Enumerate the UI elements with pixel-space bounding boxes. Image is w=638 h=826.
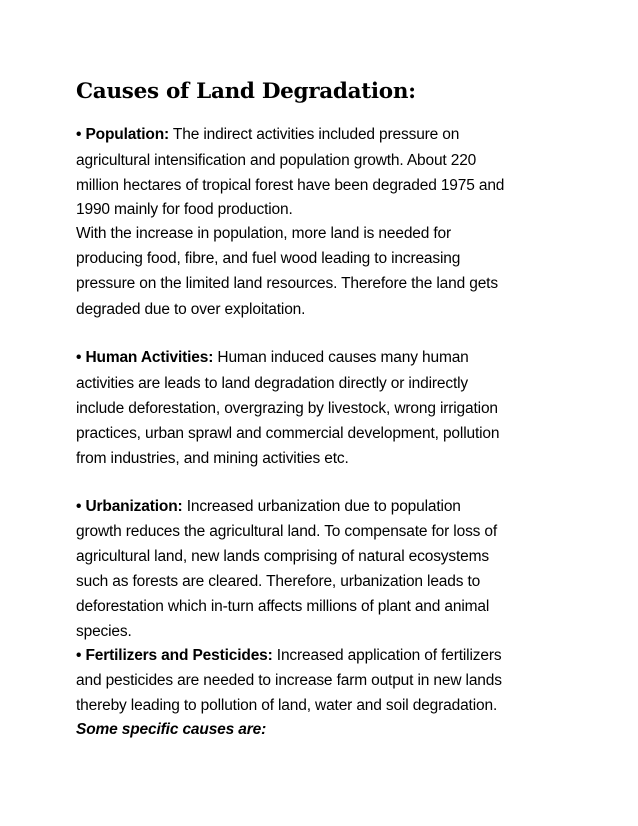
fertilizers-text-line: thereby leading to pollution of land, water and soil degradation.: [76, 697, 498, 714]
closing-subheading: Some specific causes are:: [76, 721, 267, 738]
fertilizers-text-line: and pesticides are needed to increase farm output in new lands: [76, 672, 502, 689]
fertilizers-text: Increased application of fertilizers: [272, 647, 502, 664]
population-text-line: degraded due to over exploitation.: [76, 301, 306, 318]
human-activities-text-line: activities are leads to land degradation directly or indirectly: [76, 375, 469, 392]
urbanization-heading: Urbanization:: [85, 498, 183, 515]
urbanization-text-line: agricultural land, new lands comprising of natural ecosystems: [76, 548, 489, 565]
human-activities-text: Human induced causes many human: [213, 349, 469, 366]
urbanization-first-line: [76, 494, 461, 519]
bullet: •: [76, 647, 82, 664]
bullet: •: [76, 126, 82, 143]
population-heading: Population:: [85, 126, 170, 143]
urbanization-text-line: species.: [76, 623, 132, 640]
urbanization-text-line: deforestation which in-turn affects millions of plant and animal: [76, 598, 490, 615]
population-text-line: 1990 mainly for food production.: [76, 201, 293, 218]
human-activities-text-line: practices, urban sprawl and commercial development, pollution: [76, 425, 500, 442]
fertilizers-first-line: [76, 643, 501, 668]
human-activities-text-line: include deforestation, overgrazing by livestock, wrong irrigation: [76, 400, 498, 417]
fertilizers-heading: Fertilizers and Pesticides:: [85, 647, 273, 664]
bullet: •: [76, 349, 82, 366]
bullet: •: [76, 498, 82, 515]
urbanization-text-line: such as forests are cleared. Therefore, urbanization leads to: [76, 573, 481, 590]
urbanization-text: Increased urbanization due to population: [182, 498, 461, 515]
human-activities-first-line: [76, 345, 469, 370]
page-title: Causes of Land Degradation:: [76, 79, 416, 104]
urbanization-text-line: growth reduces the agricultural land. To compensate for loss of: [76, 523, 498, 540]
population-text-line: million hectares of tropical forest have been degraded 1975 and: [76, 177, 505, 194]
population-text-line: With the increase in population, more land is needed for: [76, 225, 452, 242]
population-text-line: pressure on the limited land resources. Therefore the land gets: [76, 275, 498, 292]
population-text-line: agricultural intensification and population growth. About 220: [76, 152, 477, 169]
human-activities-text-line: from industries, and mining activities etc.: [76, 450, 349, 467]
human-activities-heading: Human Activities:: [85, 349, 214, 366]
population-text: The indirect activities included pressure on: [169, 126, 460, 143]
population-first-line: [76, 122, 459, 147]
population-text-line: producing food, fibre, and fuel wood leading to increasing: [76, 250, 461, 267]
